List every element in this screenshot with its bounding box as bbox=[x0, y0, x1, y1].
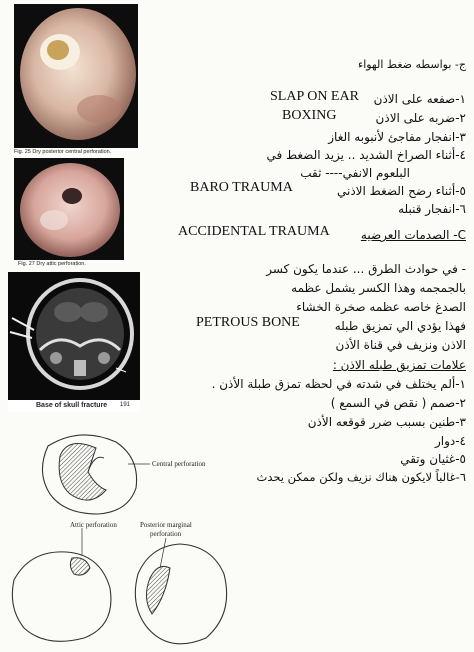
accidental-heading-en: ACCIDENTAL TRAUMA bbox=[178, 224, 330, 239]
sign-6: ٦-غالباً لايكون هناك نزيف ولكن ممكن يحدث bbox=[256, 470, 466, 484]
cause-1: ١-صفعه على الاذن bbox=[373, 92, 466, 106]
skull-caption: Base of skull fracture bbox=[36, 402, 108, 409]
cause-5-en: BARO TRAUMA bbox=[190, 180, 293, 195]
cause-2: ٢-ضربه على الاذن bbox=[375, 111, 466, 125]
accidental-line-1: - في حوادث الطرق ... عندما يكون كسر bbox=[266, 262, 466, 276]
signs-title: علامات تمزيق طبله الاذن : bbox=[332, 358, 466, 372]
otoscopic-photo-attic-perforation bbox=[14, 158, 124, 260]
eardrum-image-2 bbox=[14, 158, 124, 260]
sign-5: ٥-غثيان وتقي bbox=[400, 452, 466, 466]
page-number: 191 bbox=[120, 402, 131, 408]
eardrum-image-1 bbox=[14, 4, 138, 148]
ct-scan-skull-base bbox=[8, 272, 140, 400]
label-central-perforation: Central perforation bbox=[152, 460, 206, 468]
cause-4-cont: البلعوم الانفي---- ثقب bbox=[300, 166, 410, 180]
cause-4: ٤-أثناء الصراخ الشديد .. يزيد الضغط في bbox=[266, 148, 466, 162]
sign-3: ٣-طنين بسبب ضرر قوقعه الأذن bbox=[307, 415, 466, 429]
accidental-line-2: بالجمجمه وهذا الكسر يشمل عظمه bbox=[291, 281, 466, 295]
accidental-heading: C- الصدمات العرضيه bbox=[360, 228, 466, 242]
fig25-caption: Fig. 25 Dry posterior central perforation. bbox=[14, 149, 112, 155]
diagram-central-perforation bbox=[0, 428, 474, 652]
ct-image bbox=[8, 272, 140, 400]
petrous-bone-en: PETROUS BONE bbox=[196, 315, 300, 330]
fig27-caption: Fig. 27 Dry attic perforation. bbox=[18, 261, 86, 267]
otoscopic-photo-central-perforation bbox=[14, 4, 138, 148]
cause-5: ٥-أثناء رضح الضغط الاذني bbox=[337, 184, 466, 198]
label-posterior-marginal: Posterior marginal bbox=[140, 521, 192, 529]
accidental-line-4: فهذا يؤدي الي تمزيق طبله bbox=[334, 319, 466, 333]
label-attic-perforation: Attic perforation bbox=[70, 521, 117, 529]
cause-2-en: BOXING bbox=[282, 108, 337, 123]
label-posterior-perforation: perforation bbox=[150, 530, 182, 538]
accidental-line-3: الصدغ خاصه عظمه صخرة الخشاء bbox=[296, 300, 466, 314]
cause-1-en: SLAP ON EAR bbox=[270, 89, 359, 104]
sign-2: ٢-صمم ( نقص في السمع ) bbox=[330, 396, 466, 410]
accidental-line-5: الاذن ونزيف في قناة الأذن bbox=[335, 338, 466, 352]
section-c-intro: ج- بواسطه ضغط الهواء bbox=[358, 58, 466, 71]
sign-1: ١-ألم يختلف في شدته في لحظه تمزق طبلة الأذن . bbox=[211, 377, 466, 391]
cause-6: ٦-انفجار قنبله bbox=[398, 202, 466, 216]
cause-3: ٣-انفجار مفاجئ لأنبوبه الغاز bbox=[328, 130, 466, 144]
sign-4: ٤-دوار bbox=[434, 434, 466, 448]
